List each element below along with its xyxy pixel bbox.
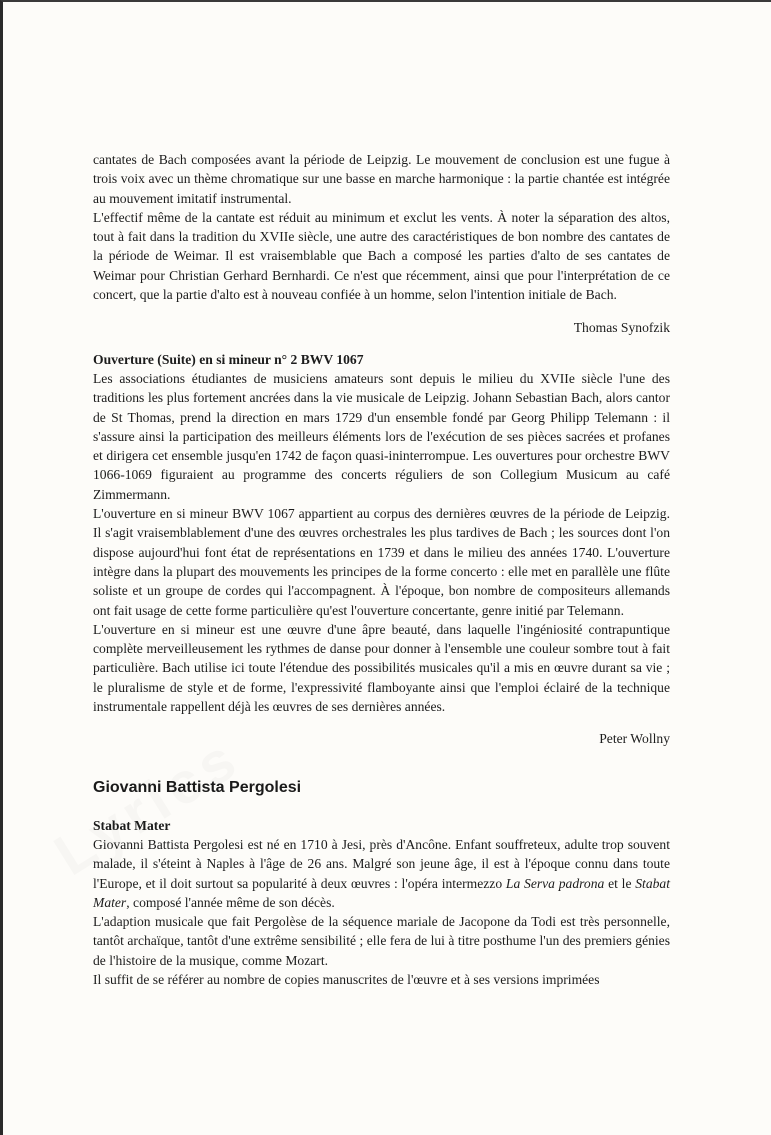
paragraph-text: , composé l'année même de son décès. xyxy=(126,894,335,910)
work-title: Stabat Mater xyxy=(93,875,670,910)
author-signature: Peter Wollny xyxy=(599,731,670,747)
overture-heading: Ouverture (Suite) en si mineur n° 2 BWV 1067 xyxy=(93,351,364,367)
work-heading: Stabat Mater xyxy=(93,817,171,833)
work-title: La Serva padrona xyxy=(505,875,605,891)
bach-cantata-paragraph-2: L'effectif même de la cantate est réduit au minimum et exclut les vents. À noter la séparation des altos, tout à fait dans la tradition du XVIIe siècle, une autre des caractéristiques de bon nombre des cantates de la période de Weimar. Il est vraisemblable que Bach a composé les parties d'alto de ses cantates de Weimar pour Christian Gerhard Bernhardi. Ce n'est que récemment, ainsi que pour l'interprétation de ce concert, que la partie d'alto est à nouveau confiée à un homme, selon l'intention initiale de Bach. xyxy=(93,209,670,303)
overture-paragraph-1: Les associations étudiantes de musiciens amateurs sont depuis le milieu du XVIIe siècle l'une des traditions les plus fortement ancrées dans la vie musicale de Leipzig. Johann Sebastian Bach, alors cantor de St Thomas, prend la direction en mars 1729 d'un ensemble fondé par Georg Philipp Telemann : il s'assure ainsi la participation des meilleurs éléments lors de l'exécution de ses pièces sacrées et profanes et dirigera cet ensemble jusqu'en 1742 de façon quasi-ininterrompue. Les ouvertures pour orchestre BWV 1066-1069 figuraient au programme des concerts réguliers de son Collegium Musicum au café Zimmermann. xyxy=(93,370,670,502)
bach-cantata-paragraph-1: cantates de Bach composées avant la période de Leipzig. Le mouvement de conclusion est une fugue à trois voix avec un thème chromatique sur une basse en marche harmonique : la partie chantée est intégrée au mouvement imitatif instrumental. xyxy=(93,152,670,206)
overture-paragraph-3: L'ouverture en si mineur est une œuvre d'une âpre beauté, dans laquelle l'ingéniosité contrapuntique complète merveilleusement les rythmes de danse pour donner à l'ensemble une couleur sombre tout à fait particulière. Bach utilise ici toute l'étendue des possibilités musicales qu'il a mis en œuvre durant sa vie ; le pluralisme de style et de forme, l'expressivité flamboyante ainsi que l'emploi éclairé de la technique instrumentale rappellent déjà les œuvres de ses dernières années. xyxy=(93,621,670,715)
author-signature: Thomas Synofzik xyxy=(573,320,670,336)
composer-heading: Giovanni Battista Pergolesi xyxy=(93,778,302,796)
paragraph-text: et le xyxy=(604,875,636,891)
overture-paragraph-2: L'ouverture en si mineur BWV 1067 appartient au corpus des dernières œuvres de la période de Leipzig. Il s'agit vraisemblablement d'une des œuvres orchestrales les plus tardives de Bach ; les sources dont l'on dispose aujourd'hui font état de représentations en 1739 et dans le milieu des années 1740. L'ouverture intègre dans la plupart des mouvements les principes de la forme concerto : elle met en parallèle une flûte soliste et un groupe de cordes qui l'accompagnent. À l'époque, bon nombre de compositeurs allemands ont fait usage de cette forme particulière qu'est l'ouverture concertante, genre initié par Telemann. xyxy=(93,506,670,618)
pergolesi-paragraph-1 xyxy=(93,835,670,912)
paragraph-text: Giovanni Battista Pergolesi est né en 1710 à Jesi, près d'Ancône. Enfant souffreteux, adulte trop souvent malade, il s'éteint à Naples à l'âge de 26 ans. Malgré son jeune âge, il est à l'époque connu dans toute l'Europe, et il doit surtout sa popularité à deux œuvres : l'opéra intermezzo xyxy=(93,836,670,891)
pergolesi-paragraph-2: L'adaption musicale que fait Pergolèse de la séquence mariale de Jacopone da Todi est très personnelle, tantôt archaïque, tantôt d'une extrême sensibilité ; elle fera de lui à titre posthume l'un des premiers génies de l'histoire de la musique, comme Mozart. xyxy=(93,914,670,968)
text-column xyxy=(93,150,670,989)
pergolesi-paragraph-3: Il suffit de se référer au nombre de copies manuscrites de l'œuvre et à ses versions imprimées xyxy=(93,971,600,987)
